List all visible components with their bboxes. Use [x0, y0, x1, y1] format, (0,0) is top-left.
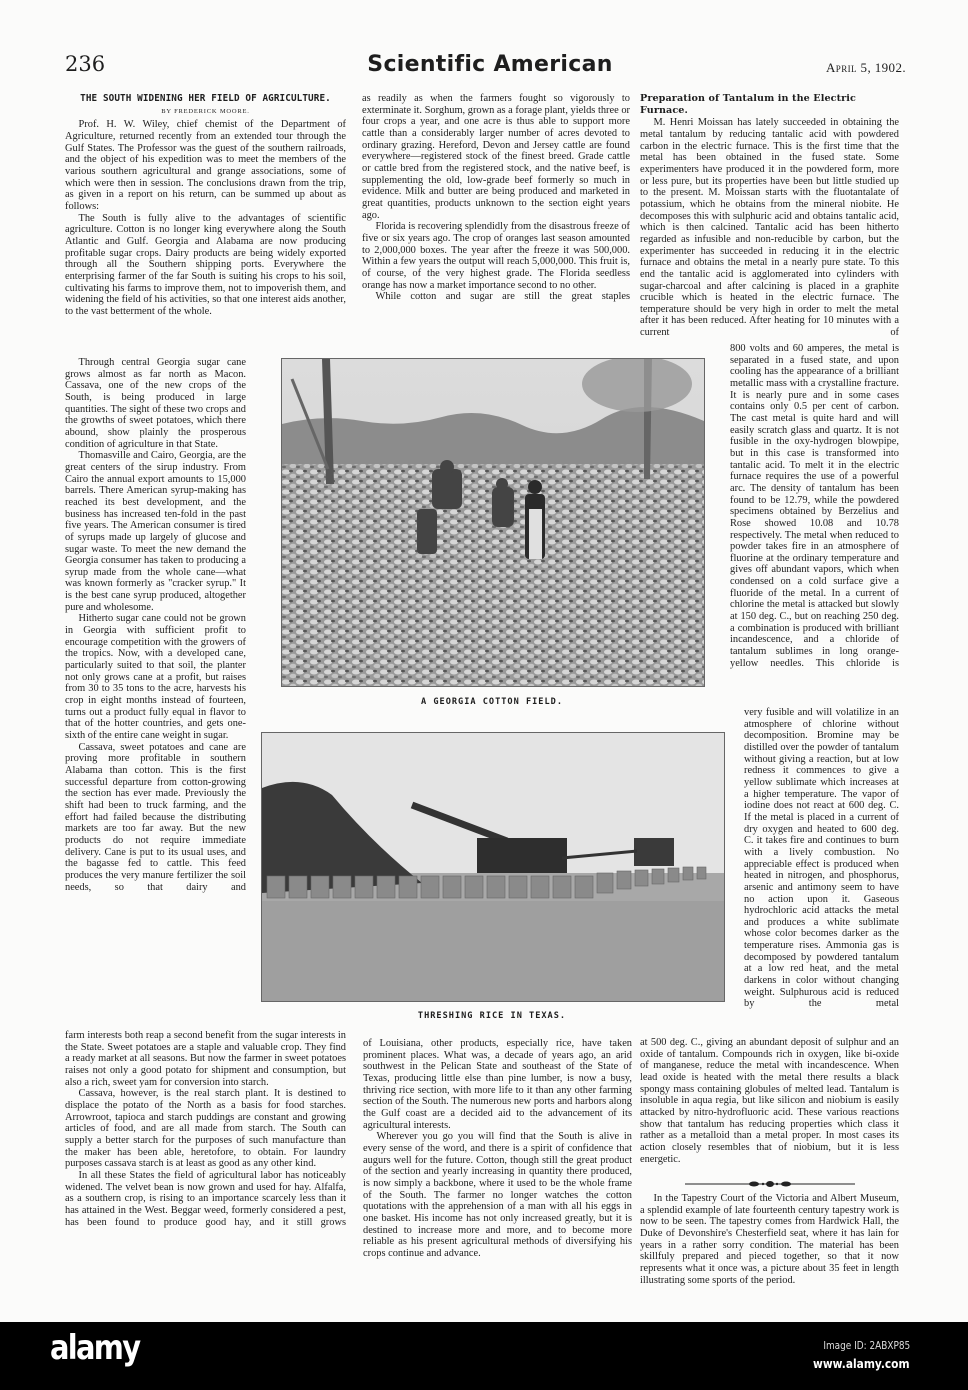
figure-caption: A GEORGIA COTTON FIELD.	[421, 697, 563, 707]
article-title: THE SOUTH WIDENING HER FIELD OF AGRICULTURE.	[80, 93, 331, 104]
article-agriculture-narrow	[65, 357, 246, 893]
paragraph: Cassava, however, is the real starch plant. It is destined to displace the potato of the North as a basis for food starches. Arrowroot, tapioca and starch puddings are constant and growing articles of food, and are all made from starch. The South can supply a better starch for the purposes of such manufacture than the maker has been able, heretofore, to obtain. For laundry purposes cassava starch is at least as good as any other kind.	[65, 1088, 346, 1170]
article-tantalum-narrow-a	[730, 343, 899, 669]
article-agriculture-top	[65, 93, 346, 317]
paragraph: of Louisiana, other products, especially rice, have taken prominent places. What was, a decade of years ago, an arid southwest in the Pelican State and southeast of the State of Texas, producing little else than pine lumber, is now a busy, thriving rice section, with more life to it than any other farming section of the South. The numerous new ports and harbors along the Gulf coast are a decided aid to the advancement of its agricultural interests.	[363, 1038, 632, 1131]
paragraph: farm interests both reap a second benefit from the sugar interests in the State. Sweet potatoes are a staple and valuable crop. They find a ready market at all seasons. But now the farmer in sweet potatoes raises not only a good potato for shipment and consumption, but also a rich, sweet yam for conversion into starch.	[65, 1030, 346, 1088]
paragraph: Cassava, sweet potatoes and cane are proving more profitable in southern Alabama than cotton. This is the first successful departure from cotton-growing the section has ever made. Previously the shift had been to truck farming, and the effort had failed because the distributing markets are too far away. But the new products do not require immediate delivery. Cane is put to its usual uses, and the bagasse fed to cattle. This feed produces the very manure fertilizer the soil needs, so that dairy and	[65, 741, 246, 893]
paragraph: While cotton and sugar are still the great staples	[375, 291, 630, 303]
paragraph: Wherever you go you will find that the South is alive in every sense of the word, and there is a spirit of confidence that augurs well for the future. Cotton, though still the great product of the section and yearly increasing in quantity there produced, is now simply a backbone, where it used to be the whole frame of the South. The farmer no longer watches the cotton quotations with the apprehension of a man with all his eggs in one basket. His income has not only increased greatly, but it is destined to increase more and more, and to become more reliable as his present agricultural methods of diversifying his crops continue and advance.	[363, 1131, 632, 1259]
article-agriculture-middle-bottom	[363, 1038, 632, 1259]
article-tantalum-top	[640, 93, 899, 339]
paragraph: as readily as when the farmers fought so vigorously to exterminate it. Sorghum, grown as a forage plant, yields three or four crops a year, and one acre is thus able to support more cattle than a considerably larger number of acres devoted to ordinary grazing. Hereford, Devon and Jersey cattle are found everywhere—registered stock of the finest breed. Grade cattle or cattle bred from the registered stock, and the native beef, is supplementing the old, low-grade beef formerly so much in evidence. Milk and butter are being produced and marketed in great quantities, products unknown to the section eight years ago.	[362, 93, 630, 221]
article-agriculture-bottom	[65, 1030, 346, 1228]
article-tantalum-bottom	[640, 1037, 899, 1165]
page-number: 236	[65, 52, 106, 76]
paragraph: In the Tapestry Court of the Victoria and Albert Museum, a splendid example of late fourteenth century tapestry work is now to be seen. The tapestry comes from Hardwick Hall, the Duke of Devonshire's Chesterfield seat, where it has lain for years in a rather sorry condition. The material has been skillfuly prepared and pieced together, so that it now represents what it once was, a picture about 35 feet in length illustrating some sports of the period.	[640, 1193, 899, 1286]
article-agriculture-middle-top	[362, 93, 630, 303]
article-title: Preparation of Tantalum in the Electric Furnace.	[640, 93, 856, 116]
article-byline: BY FREDERICK MOORE.	[161, 107, 250, 115]
section-divider-ornament	[685, 1180, 855, 1188]
paragraph: Through central Georgia sugar cane grows almost as far north as Macon. Cassava, one of the new crops of the South, is being produced in large quantities. The sight of these two crops and the growths of sweet potatoes, which there abound, show plainly the prosperous condition of agriculture in that State.	[65, 357, 246, 450]
paragraph: M. Henri Moissan has lately succeeded in obtaining the metal tantalum by reducing tantalic acid with powdered carbon in the electric furnace. This is the first time that the metal has been obtained in the fused state. Some experimenters have produced it in the powdered form, more or less pure, but its properties have been but little studied up to the present. M. Moissan starts with the fluotantalate of potassium, which he obtains from the mineral niobite. He decomposes this with sulphuric acid and obtains tantalic acid, which is then calcined. Tantalic acid has been hitherto regarded as infusible and non-reducible by carbon, but the experimenter has succeeded in reducing it in the electric furnace and obtains the metal in a nearly pure state. To this end the tantalic acid is agglomerated into cylinders with sugar-charcoal and after calcining is placed in a graphite crucible which is heated in the electric furnace. The temperature should be very high in order to melt the metal after it has been reduced. After heating for 10 minutes with a current of	[640, 117, 899, 339]
issue-date: April 5, 1902.	[826, 60, 906, 75]
article-tapestry	[640, 1193, 899, 1286]
paragraph: The South is fully alive to the advantages of scientific agriculture. Cotton is no longer king everywhere along the South Atlantic and Gulf. Georgia and Alabama are now producing profitable sugar crops. Dairy products are being widely exported through all the Southern shipping ports. Everywhere the enterprising farmer of the far South is suiting his crops to his soil, cultivating his farms to improve them, not to impoverish them, and widening the field of his activities, so that one interest aids another, to the vast betterment of the whole.	[65, 212, 346, 317]
website-url: www.alamy.com	[813, 1356, 910, 1371]
alamy-logo: alamy	[50, 1328, 140, 1368]
article-tantalum-narrow-b	[744, 707, 899, 1010]
paragraph: Thomasville and Cairo, Georgia, are the great centers of the sirup industry. From Cairo the annual export amounts to 15,000 barrels. There American syrup-making has reached its best development, and the business has increased ten-fold in the past five years. The American consumer is tired of syrups made up largely of glucose and sugar waste. To meet the new demand the Georgia consumer has taken to producing a syrup made from the whole cane—what was known formerly as "cracker syrup." It is the best cane syrup produced, altogether pure and wholesome.	[65, 450, 246, 613]
photo-georgia-cotton-field	[281, 358, 705, 687]
paragraph: Florida is recovering splendidly from the disastrous freeze of five or six years ago. The crop of oranges last season amounted to 2,000,000 boxes. The year after the freeze it was 500,000. Within a few years the output will reach 5,000,000. This fruit is, of course, of the very highest grade. The Florida seedless orange has now a market importance second to no other.	[362, 221, 630, 291]
paragraph: very fusible and will volatilize in an atmosphere of chlorine without decomposition. Bromine may be distilled over the powder of tantalum without giving a reaction, but at low redness it commences to give a yellow sublimate which increases at a higher temperature. The vapor of iodine does not react at 600 deg. C. If the metal is placed in a current of dry oxygen and heated to 600 deg. C. it takes fire and continues to burn with a lively combustion. No appreciable effect is produced when heated in nitrogen, and phosphorus, arsenic and antimony seem to have no action upon it. Gaseous hydrochloric acid attacks the metal and produces a white sublimate whose color becomes darker as the temperature rises. Ammonia gas is decomposed by powdered tantalum at a low red heat, and the metal darkens in color without changing weight. Sulphurous acid is reduced by the metal	[744, 707, 899, 1010]
paragraph: In all these States the field of agricultural labor has noticeably widened. The velvet bean is now grown and used for hay. Alfalfa, as a southern crop, is rising to an importance scarcely less than it has attained in the West. Beggar weed, formerly considered a pest, has been found to produce good hay, and it still grows	[65, 1169, 346, 1228]
paragraph: 800 volts and 60 amperes, the metal is separated in a fused state, and upon cooling has the appearance of a brilliant metallic mass with a crystalline fracture. It is nearly pure and in some cases contains only 0.5 per cent of carbon. The cast metal is quite hard and will easily scratch glass and quartz. It is not fusible in the oxy-hydrogen blowpipe, but in this case is transformed into tantalic acid. To melt it in the electric furnace requires the use of a powerful arc. The density of tantalum has been found to be 12.79, while the powdered specimens obtained by Berzelius and Rose showed 10.08 and 10.78 respectively. The metal when reduced to powder takes fire in an atmosphere of fluorine at the ordinary temperature and gives off abundant vapors, which when condensed on a cold surface give a fluoride of the metal. In a current of chlorine the metal is attacked but slowly at 150 deg. C., but on reaching 250 deg. a combination is produced with brilliant incandescence, and a chloride of tantalum sublimes in long orange-yellow needles. This chloride is	[730, 343, 899, 669]
image-id: Image ID: 2ABXP85	[823, 1340, 910, 1352]
photo-threshing-rice-texas	[261, 732, 725, 1002]
paragraph: Prof. H. W. Wiley, chief chemist of the Department of Agriculture, returned recently from an extended tour through the Gulf States. The Professor was the guest of the southern railroads, and the object of his expedition was to meet the members of the various southern agricultural and grange associations, some of which were then in session. The conclusions drawn from the trip, as given in a report on his return, can be summed up about as follows:	[65, 119, 346, 212]
paragraph: Hitherto sugar cane could not be grown in Georgia with sufficient profit to encourage competition with the growers of the tropics. Now, with a developed cane, particularly suited to that soil, the planter not only grows cane at a profit, but raises from 30 to 35 tons to the acre, harvests his crop in eight months instead of fourteen, turns out a product fully equal in flavor to that of the hotter countries, and gets one-sixth of the entire cane weight in sugar.	[65, 613, 246, 741]
figure-caption: THRESHING RICE IN TEXAS.	[417, 1011, 567, 1021]
paragraph: at 500 deg. C., giving an abundant deposit of sulphur and an oxide of tantalum. Compounds rich in oxygen, like bi-oxide of manganese, reduce the metal with incandescence. When lead oxide is heated with the metal there results a black spongy mass containing globules of melted lead. Tantalum is insoluble in aqua regia, but like silicon and niobium is easily attacked by nitro-hydrofluoric acid. These various reactions show that tantalum has reducing properties which class it rather as a metalloid than a metal proper. In most cases its action closely resembles that of niobium, but it is less energetic.	[640, 1037, 899, 1165]
masthead: Scientific American	[367, 52, 613, 77]
